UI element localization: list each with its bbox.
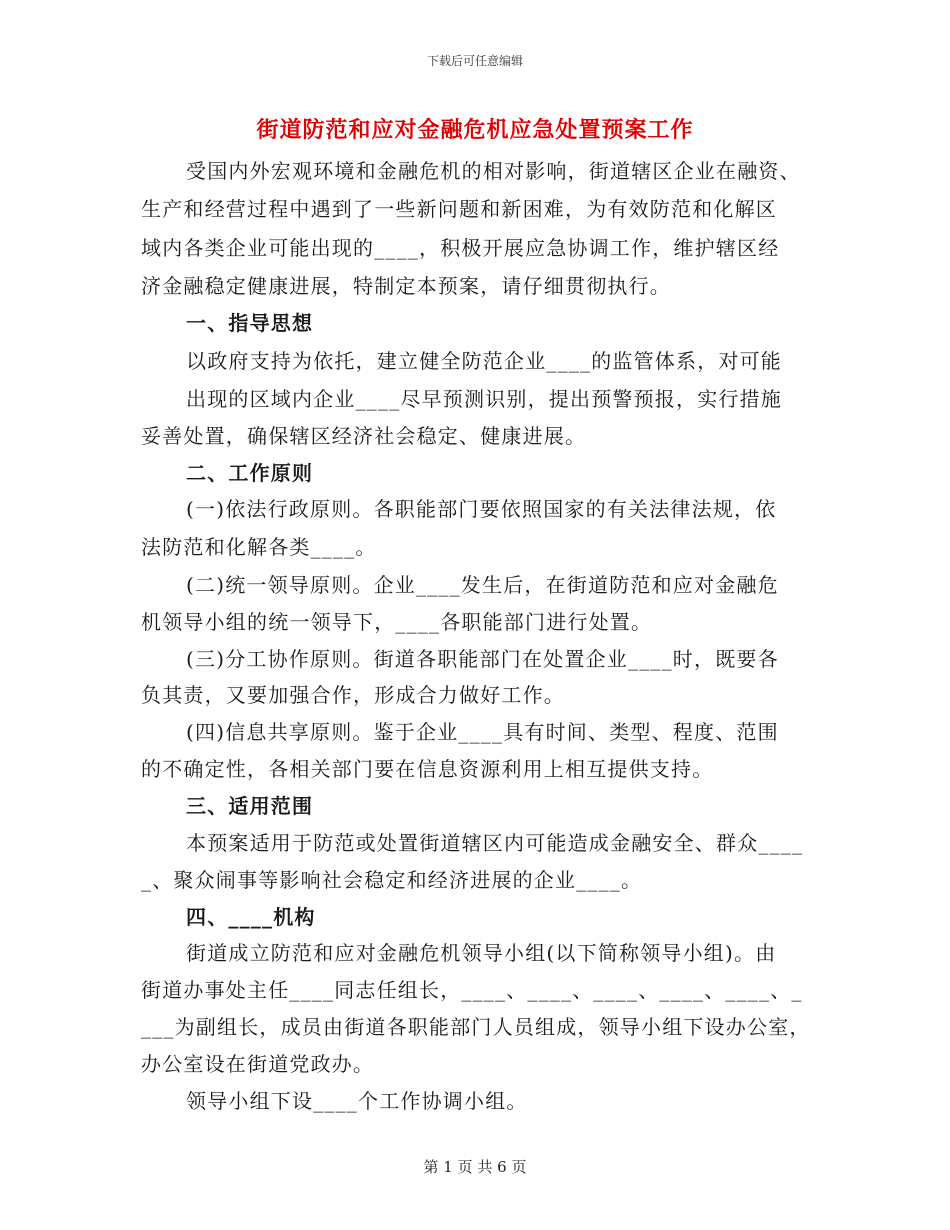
paragraph-line: 办公室设在街道党政办。 <box>141 1052 375 1076</box>
section-heading: 四、____机构 <box>186 905 316 929</box>
document-title: 街道防范和应对金融危机应急处置预案工作 <box>256 117 694 143</box>
paragraph-line: 出现的区域内企业____尽早预测识别，提出预警预报，实行措施 <box>186 387 782 411</box>
paragraph-line: 街道办事处主任____同志任组长，____、____、____、____、____、_ <box>141 978 803 1002</box>
section-heading: 一、指导思想 <box>186 311 314 335</box>
paragraph-line: 负其责，又要加强合作，形成合力做好工作。 <box>141 683 565 707</box>
section-heading: 二、工作原则 <box>186 461 314 485</box>
paragraph-line: (一)依法行政原则。各职能部门要依照国家的有关法律法规，依 <box>186 497 777 521</box>
paragraph-line: (二)统一领导原则。企业____发生后，在街道防范和应对金融危 <box>186 573 779 597</box>
paragraph-line: _、聚众闹事等影响社会稳定和经济进展的企业____。 <box>141 868 643 892</box>
paragraph-line: 域内各类企业可能出现的____，积极开展应急协调工作，维护辖区经 <box>141 236 780 260</box>
section-heading: 三、适用范围 <box>186 794 314 818</box>
paragraph-line: ___为副组长，成员由街道各职能部门人员组成，领导小组下设办公室， <box>141 1015 811 1039</box>
paragraph-line: 机领导小组的统一领导下，____各职能部门进行处置。 <box>141 610 653 634</box>
paragraph-line: 妥善处置，确保辖区经济社会稳定、健康进展。 <box>141 424 587 448</box>
paragraph-line: 受国内外宏观环境和金融危机的相对影响，街道辖区企业在融资、 <box>186 159 801 183</box>
paragraph-line: (四)信息共享原则。鉴于企业____具有时间、类型、程度、范围 <box>186 720 779 744</box>
paragraph-line: 以政府支持为依托，建立健全防范企业____的监管体系，对可能 <box>186 349 782 373</box>
paragraph-line: 街道成立防范和应对金融危机领导小组(以下简称领导小组)。由 <box>186 941 777 965</box>
paragraph-line: 本预案适用于防范或处置街道辖区内可能造成金融安全、群众____ <box>186 831 804 855</box>
paragraph-line: 生产和经营过程中遇到了一些新问题和新困难，为有效防范和化解区 <box>141 197 777 221</box>
paragraph-line: 领导小组下设____个工作协调小组。 <box>186 1089 528 1113</box>
paragraph-line: 法防范和化解各类____。 <box>141 535 377 559</box>
page-header: 下载后可任意编辑 <box>426 54 523 68</box>
paragraph-line: 济金融稳定健康进展，特制定本预案，请仔细贯彻执行。 <box>141 274 671 298</box>
paragraph-line: (三)分工协作原则。街道各职能部门在处置企业____时，既要各 <box>186 647 779 671</box>
page-footer: 第 1 页 共 6 页 <box>423 1158 527 1176</box>
paragraph-line: 的不确定性，各相关部门要在信息资源利用上相互提供支持。 <box>141 757 714 781</box>
